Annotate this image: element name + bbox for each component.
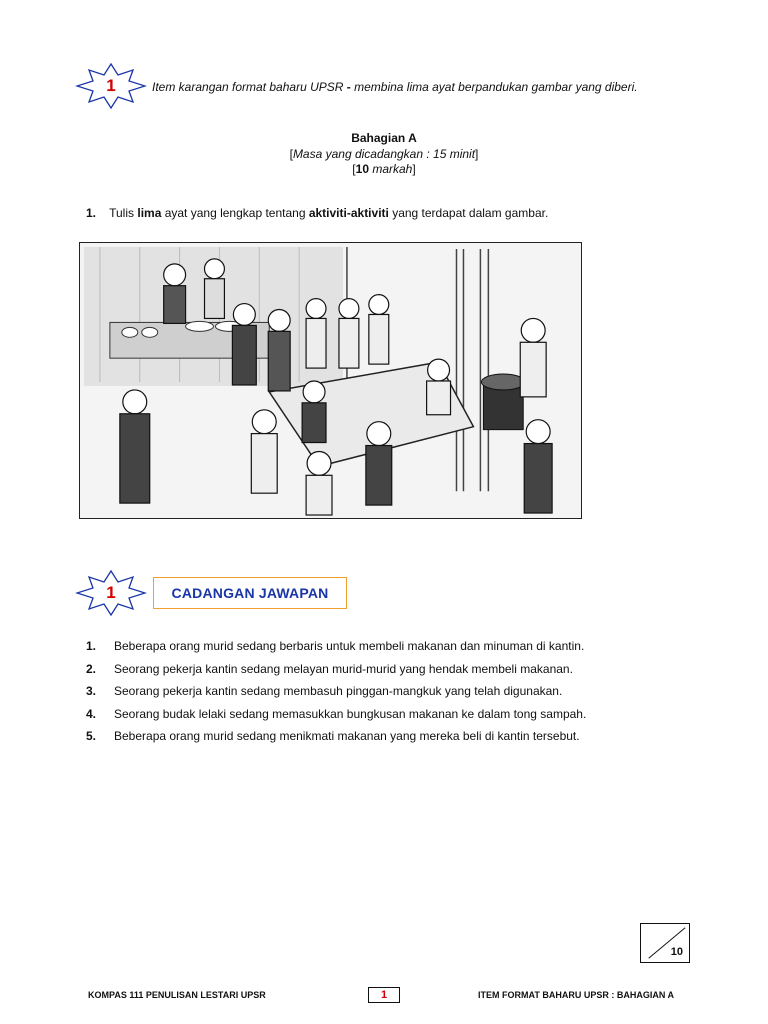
question-badge xyxy=(75,62,147,110)
intro-dash: - xyxy=(343,80,355,94)
question-number: 1. xyxy=(86,206,97,220)
marks-word: markah xyxy=(372,162,413,176)
score-total: 10 xyxy=(670,946,683,958)
question-text-3: yang terdapat dalam gambar. xyxy=(388,206,549,220)
footer-right-text: ITEM FORMAT BAHARU UPSR : BAHAGIAN A xyxy=(478,990,674,1000)
answer-text: Beberapa orang murid sedang berbaris untuk membeli makanan dan minuman di kantin. xyxy=(114,639,585,653)
question-badge-number: 1 xyxy=(106,76,116,95)
answer-text: Beberapa orang murid sedang menikmati makanan yang mereka beli di kantin tersebut. xyxy=(114,729,580,743)
list-item xyxy=(86,706,706,729)
marks-bracket-close: ] xyxy=(412,162,416,176)
question-1 xyxy=(86,206,548,220)
intro-text xyxy=(152,80,638,94)
intro-part1: Item karangan format baharu UPSR xyxy=(152,80,344,94)
list-item xyxy=(86,638,706,661)
answer-number: 4. xyxy=(86,706,97,721)
marks-bracket-open: [ xyxy=(352,162,356,176)
list-item xyxy=(86,683,706,706)
footer-left-text: KOMPAS 111 PENULISAN LESTARI UPSR xyxy=(88,990,266,1000)
score-box xyxy=(640,923,690,963)
question-text-2: ayat yang lengkap tentang xyxy=(161,206,309,220)
answer-list xyxy=(86,638,706,751)
answer-text: Seorang pekerja kantin sedang membasuh pinggan-mangkuk yang telah digunakan. xyxy=(114,684,563,698)
time-bracket-close: ] xyxy=(475,147,479,161)
question-bold-1: lima xyxy=(137,206,162,220)
canteen-illustration xyxy=(79,242,582,519)
section-title: Bahagian A xyxy=(351,131,417,145)
question-bold-2: aktiviti-aktiviti xyxy=(308,206,389,220)
answer-text: Seorang pekerja kantin sedang melayan murid-murid yang hendak membeli makanan. xyxy=(114,661,573,676)
intro-part2: membina lima ayat berpandukan gambar yang diberi. xyxy=(354,80,638,94)
page-number: 1 xyxy=(368,987,400,1003)
question-text-1: Tulis xyxy=(109,206,138,220)
time-bracket-open: [ xyxy=(289,147,293,161)
canteen-scene-image xyxy=(80,243,581,518)
answer-number: 5. xyxy=(86,729,97,743)
answer-section-title: CADANGAN JAWAPAN xyxy=(153,577,347,609)
list-item xyxy=(86,728,706,751)
answer-number: 3. xyxy=(86,684,97,698)
marks-allocation xyxy=(0,162,768,176)
time-allocation xyxy=(0,147,768,161)
answer-number: 1. xyxy=(86,639,97,653)
answer-text: Seorang budak lelaki sedang memasukkan bungkusan makanan ke dalam tong sampah. xyxy=(114,706,587,721)
answer-badge-number: 1 xyxy=(106,583,116,602)
answer-badge xyxy=(75,569,147,617)
marks-number: 10 xyxy=(355,162,369,176)
time-text: Masa yang dicadangkan : 15 minit xyxy=(292,147,476,161)
list-item xyxy=(86,661,706,684)
answer-number: 2. xyxy=(86,661,97,676)
